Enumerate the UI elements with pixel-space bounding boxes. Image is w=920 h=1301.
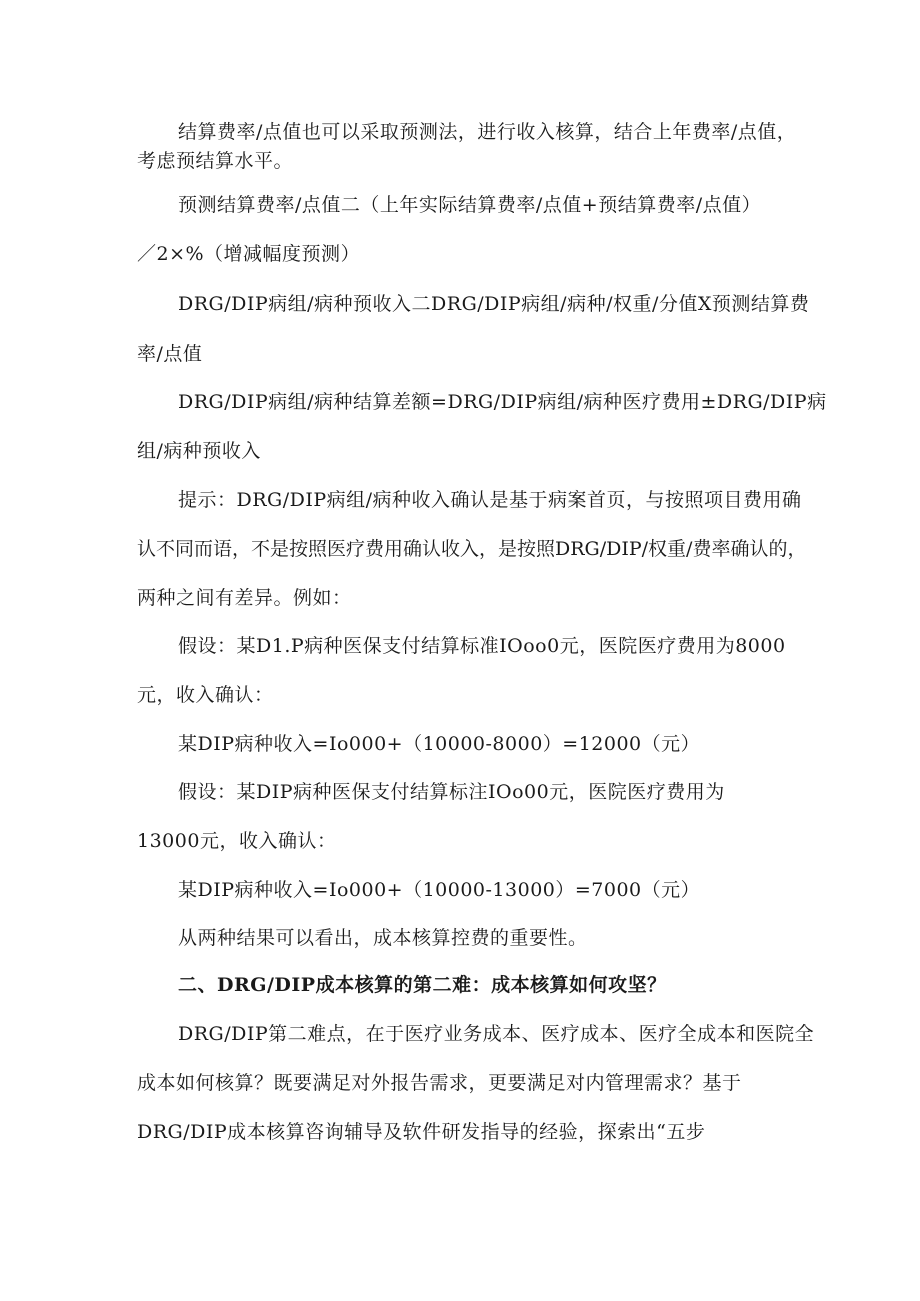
paragraph-line: 认不同而语，不是按照医疗费用确认收入，是按照DRG/DIP/权重/费率确认的， (137, 538, 807, 560)
paragraph-line: 成本如何核算？既要满足对外报告需求，更要满足对内管理需求？基于 (137, 1072, 742, 1094)
formula-line: ／2×%（增减幅度预测） (137, 243, 361, 265)
paragraph-line: DRG/DIP成本核算咨询辅导及软件研发指导的经验，探索出“五步 (137, 1121, 706, 1143)
section-heading: 二、DRG/DIP成本核算的第二难：成本核算如何攻坚？ (178, 974, 667, 996)
paragraph-line: 从两种结果可以看出，成本核算控费的重要性。 (178, 927, 588, 949)
paragraph-line: 两种之间有差异。例如： (137, 587, 352, 609)
example-formula: 某DIP病种收入=Io000+（10000-8000）=12000（元） (178, 733, 701, 755)
paragraph-line: 考虑预结算水平。 (137, 150, 294, 172)
formula-line: 组/病种预收入 (137, 440, 261, 462)
paragraph-line: 结算费率/点值也可以采取预测法，进行收入核算，结合上年费率/点值， (178, 121, 797, 143)
example-line: 假设：某DIP病种医保支付结算标注IOo00元，医院医疗费用为 (178, 781, 725, 803)
example-line: 元，收入确认： (137, 684, 274, 706)
paragraph-line: DRG/DIP第二难点，在于医疗业务成本、医疗成本、医疗全成本和医院全 (178, 1023, 815, 1045)
paragraph-line: 提示：DRG/DIP病组/病种收入确认是基于病案首页，与按照项目费用确 (178, 489, 802, 511)
example-formula: 某DIP病种收入=Io000+（10000-13000）=7000（元） (178, 879, 701, 901)
example-line: 13000元，收入确认： (137, 830, 337, 852)
example-line: 假设：某D1.P病种医保支付结算标准IOoo0元，医院医疗费用为8000 (178, 635, 786, 657)
formula-line: DRG/DIP病组/病种结算差额=DRG/DIP病组/病种医疗费用±DRG/DIP病 (178, 391, 827, 413)
formula-line: 预测结算费率/点值二（上年实际结算费率/点值+预结算费率/点值） (178, 194, 762, 216)
formula-line: 率/点值 (137, 343, 203, 365)
formula-line: DRG/DIP病组/病种预收入二DRG/DIP病组/病种/权重/分值X预测结算费 (178, 293, 810, 315)
